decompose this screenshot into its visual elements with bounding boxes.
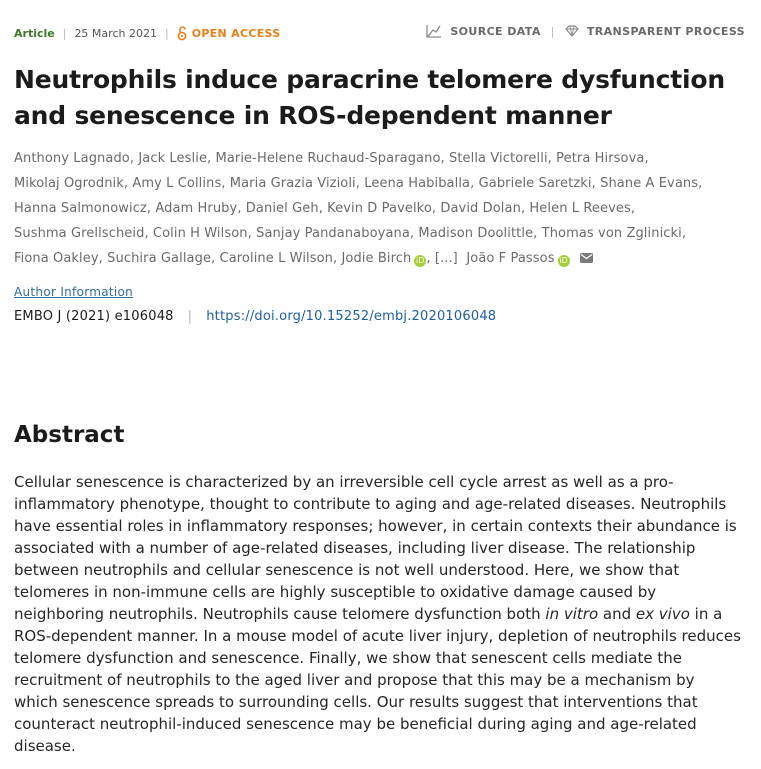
- separator: |: [187, 309, 193, 324]
- abstract-heading: Abstract: [14, 422, 125, 448]
- expand-authors-button[interactable]: [...]: [434, 251, 458, 266]
- article-type: Article: [14, 27, 55, 40]
- author-name[interactable]: Mikolaj Ogrodnik: [14, 176, 124, 191]
- author-name[interactable]: Sushma Grellscheid: [14, 226, 145, 241]
- author-name[interactable]: Amy L Collins: [132, 176, 222, 191]
- chart-icon: [426, 24, 442, 38]
- author-name[interactable]: Adam Hruby: [155, 201, 238, 216]
- abstract-italic: in vitro: [545, 605, 599, 623]
- orcid-icon[interactable]: iD: [416, 256, 425, 265]
- author-name[interactable]: Stella Victorelli: [448, 151, 548, 166]
- author-name[interactable]: Sanjay Pandanaboyana: [256, 226, 410, 241]
- open-access-lock-icon: [177, 26, 187, 41]
- author-name[interactable]: Madison Doolittle: [418, 226, 534, 241]
- abstract-italic: ex vivo: [635, 605, 690, 623]
- author-name[interactable]: Fiona Oakley: [14, 251, 99, 266]
- author-name[interactable]: Daniel Geh: [245, 201, 319, 216]
- author-name[interactable]: Gabriele Saretzki: [478, 176, 592, 191]
- author-list: [14, 146, 752, 271]
- open-access-badge[interactable]: [177, 26, 281, 41]
- source-data-label: SOURCE DATA: [450, 24, 541, 38]
- author-name[interactable]: Hanna Salmonowicz: [14, 201, 147, 216]
- abstract-text-part: Cellular senescence is characterized by an irreversible cell cycle arrest as well as a pro-inflammatory phenotype, thought to contribute to aging and age-related diseases. Neutrophils have essential roles in inflammatory responses; however, in certain contexts their abundance is associated with a number of age-related diseases, including liver disease. The relationship between neutrophils and cellular senescence is not well understood. Here, we show that telomeres in non-immune cells are highly susceptible to oxidative damage caused by neighboring neutrophils. Neutrophils cause telomere dysfunction both: [14, 473, 737, 623]
- separator: |: [62, 27, 67, 40]
- author-name[interactable]: Colin H Wilson: [152, 226, 248, 241]
- abstract-text-part: and: [598, 605, 636, 623]
- author-name[interactable]: Shane A Evans: [600, 176, 699, 191]
- article-meta-bar: [14, 22, 745, 42]
- mail-icon[interactable]: [580, 253, 593, 263]
- publication-date: 25 March 2021: [74, 27, 157, 40]
- citation: [14, 309, 496, 324]
- author-name[interactable]: João F Passos: [466, 251, 555, 266]
- author-name[interactable]: Helen L Reeves: [529, 201, 631, 216]
- author-name[interactable]: David Dolan: [440, 201, 521, 216]
- open-access-label: OPEN ACCESS: [191, 27, 281, 40]
- author-name[interactable]: Jack Leslie: [138, 151, 208, 166]
- article-meta-left: [14, 26, 280, 41]
- author-information-link[interactable]: Author Information: [14, 285, 134, 299]
- author-name[interactable]: Anthony Lagnado: [14, 151, 130, 166]
- author-line: Anthony Lagnado, Jack Leslie, Marie-Helene Ruchaud-Sparagano, Stella Victorelli, Petra Hirsova,: [14, 151, 649, 166]
- author-name[interactable]: Kevin D Pavelko: [327, 201, 432, 216]
- author-line: Sushma Grellscheid, Colin H Wilson, Sanjay Pandanaboyana, Madison Doolittle, Thomas von Zglinicki,: [14, 226, 687, 241]
- source-data-link[interactable]: [426, 24, 540, 38]
- author-name[interactable]: Petra Hirsova: [556, 151, 645, 166]
- author-line: Mikolaj Ogrodnik, Amy L Collins, Maria Grazia Vizioli, Leena Habiballa, Gabriele Saretzki, Shane A Evans,: [14, 176, 703, 191]
- separator: |: [550, 24, 555, 38]
- author-name[interactable]: Maria Grazia Vizioli: [229, 176, 356, 191]
- author-name[interactable]: Thomas von Zglinicki: [541, 226, 682, 241]
- orcid-icon[interactable]: iD: [559, 256, 568, 265]
- author-line: Hanna Salmonowicz, Adam Hruby, Daniel Geh, Kevin D Pavelko, David Dolan, Helen L Reeves,: [14, 201, 636, 216]
- article-meta-right: [426, 24, 745, 38]
- author-name[interactable]: Leena Habiballa: [364, 176, 471, 191]
- abstract-text-part: in a ROS-dependent manner. In a mouse model of acute liver injury, depletion of neutrophils reduces telomere dysfunction and senescence. Finally, we show that senescent cells mediate the recruitment of neutrophils to the aged liver and propose that this may be a mechanism by which senescence spreads to surrounding cells. Our results suggest that interventions that counteract neutrophil-induced senescence may be beneficial during aging and age-related disease.: [14, 605, 741, 755]
- separator: |: [164, 27, 169, 40]
- author-name[interactable]: Caroline L Wilson: [219, 251, 334, 266]
- article-title: Neutrophils induce paracrine telomere dysfunction and senescence in ROS-dependent manner: [14, 65, 725, 130]
- doi-link[interactable]: https://doi.org/10.15252/embj.2020106048: [206, 309, 497, 324]
- abstract-text: [14, 471, 742, 757]
- author-name[interactable]: Jodie Birch: [341, 251, 412, 266]
- journal-citation: EMBO J (2021) e106048: [14, 309, 174, 324]
- author-name[interactable]: Suchira Gallage: [107, 251, 212, 266]
- transparent-process-link[interactable]: [565, 25, 745, 38]
- author-line-last: Fiona Oakley, Suchira Gallage, Caroline L Wilson, Jodie Birch iD , [...] João F Passos iD: [14, 246, 752, 271]
- transparent-process-label: TRANSPARENT PROCESS: [586, 24, 745, 38]
- author-name[interactable]: Marie-Helene Ruchaud-Sparagano: [215, 151, 441, 166]
- diamond-icon: [565, 25, 579, 37]
